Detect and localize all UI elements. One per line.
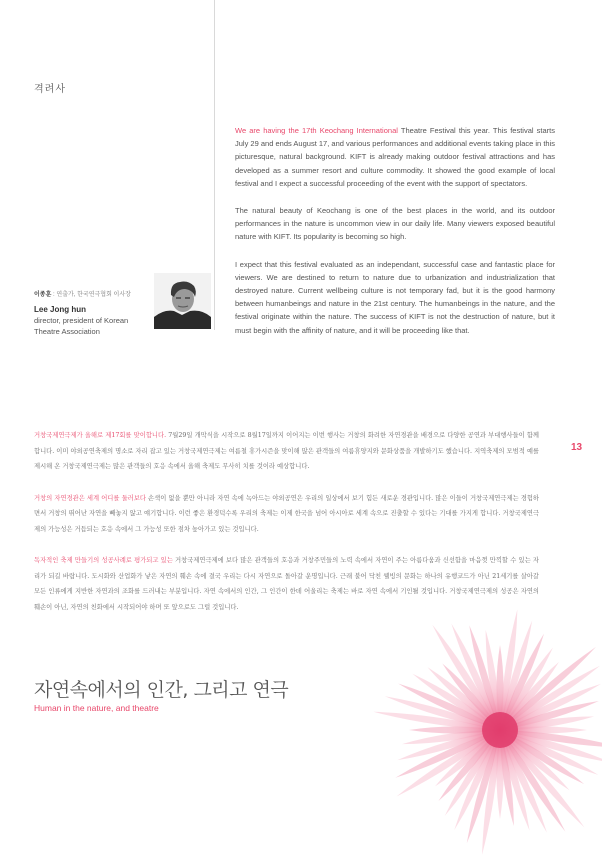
english-lead-highlight: We are having the 17th Keochang International: [235, 126, 398, 135]
author-korean-line: [34, 289, 154, 298]
english-paragraph-2: The natural beauty of Keochang is one of the best places in the world, and its outdoor performances in the nature is uncommon view in our daily life. Many viewers exposed beautiful nature with KIFT. Its popularity is becoming so high.: [235, 206, 555, 242]
korean-paragraph-3-text: 거창국제연극제에 보다 많은 관객들의 호응과 거창주민들의 노력 속에서 자연이 주는 아름다움과 신선함을 마음껏 만끽할 수 있는 자리가 되길 바랍니다. 도시화와 산업화가 낳은 자연의 훼손 속에 결국 우리는 다시 자연으로 돌아갈 운명입니다. 근래 불어 닥친 웰빙의 문화는 하나의 유행코드가 아닌 21세기를 살아갈 모든 인류에게 지반한 자연과의 조화를 드러내는 부분입니다. 자연 속에서의 인간, 그 인간이 한데 어울리는 축제는 바로 자연 속에서 기인될 것입니다. 거창국제연극제의 성공은 자연의 훼손이 아닌, 자연의 친화에서 시작되어야 하며 또 앞으로도 그럴 것입니다.: [34, 557, 539, 611]
english-paragraph-3: I expect that this festival evaluated as an independant, successful case and fantastic place for viewers. We are destined to return to nature due to urbanization and industrialization that destroyed nature. Current wellbeing culture is not temporary fad, but it is the good harmony between humanbeings and nature in the 21st century. The humanbeings in the nature, and the festival originate within the nature. The success of KIFT is not the destruction of nature, but it must begin with the affinity of nature, and it will be proceeding like that.: [235, 259, 555, 335]
portrait-photo-icon: [154, 273, 211, 329]
korean-lead-highlight-3: 독자적인 축제 만들기의 성공사례로 평가되고 있는: [34, 557, 173, 564]
korean-lead-highlight-1: 거창국제연극제가 올해로 제17회를 맞이합니다.: [34, 432, 167, 439]
author-english-name: Lee Jong hun: [34, 305, 86, 314]
korean-paragraph-1: [34, 428, 539, 475]
author-english-title: director, president of Korean Theatre Association: [34, 316, 129, 336]
english-paragraph-1-text: Theatre Festival this year. This festival starts July 29 and ends August 17, and various performances and additional events taking place in this picturesque, natural background. KIFT is already making outdoor festival attractions and has developed as a summer resort and culture commodity. It showed the good example of local festival and I expect a successful proceeding of the event with the support of spectators.: [235, 126, 555, 188]
section-label: 격려사: [34, 84, 66, 95]
page-number: 13: [571, 442, 583, 453]
english-text-block: [235, 124, 555, 351]
korean-paragraph-1-text: 7월29일 개막식을 시작으로 8월17일까지 이어지는 이번 행사는 거창의 화려한 자연경관을 배경으로 다양한 공연과 부대행사들이 함께합니다. 이미 야외공연축제의 명소로 자리 잡고 있는 거창국제연극제는 여름철 휴가시즌을 맞이해 많은 관객들의 여름휴양지와 문화상품을 개발하기도 했습니다. 지역축제의 모범적 예를 제시해 온 거창국제연극제는 많은 관객들의 호응 속에서 올해 축제도 무사히 치를 것이라 예상합니다.: [34, 432, 540, 470]
korean-paragraph-2-text: 손색이 없을 뿐만 아니라 자연 속에 녹아드는 야외공연은 우리의 일상에서 보기 힘든 새로운 경관입니다. 많은 이들이 거창국제연극제는 경험하면서 거창의 뛰어난 자연을 빼놓지 않고 얘기합니다. 이런 좋은 환경덕수록 우리의 축제는 이제 한국을 넘어 아시아로 세계 속으로 진출할 수 있다는 기대를 가지게 합니다. 거창국제연극제의 가능성은 거듭되는 호응 속에서 그 가능성 또한 점차 높아가고 있는 것입니다.: [34, 494, 539, 533]
korean-lead-highlight-2: 거창의 자연경관은 세계 어디를 둘러보다: [34, 494, 146, 502]
author-info: [34, 289, 154, 337]
author-korean-name: 이종훈: [34, 292, 52, 298]
pink-flower-icon: [330, 520, 602, 860]
heading-english: Human in the nature, and theatre: [34, 703, 159, 713]
author-portrait: [154, 273, 211, 329]
column-divider: [214, 0, 215, 330]
flower-graphic: [330, 520, 602, 860]
heading-korean: 자연속에서의 인간, 그리고 연극: [34, 679, 289, 701]
author-korean-title: : 연출가, 한국연극협회 이사장: [51, 292, 131, 298]
english-paragraph-1: [235, 124, 555, 190]
